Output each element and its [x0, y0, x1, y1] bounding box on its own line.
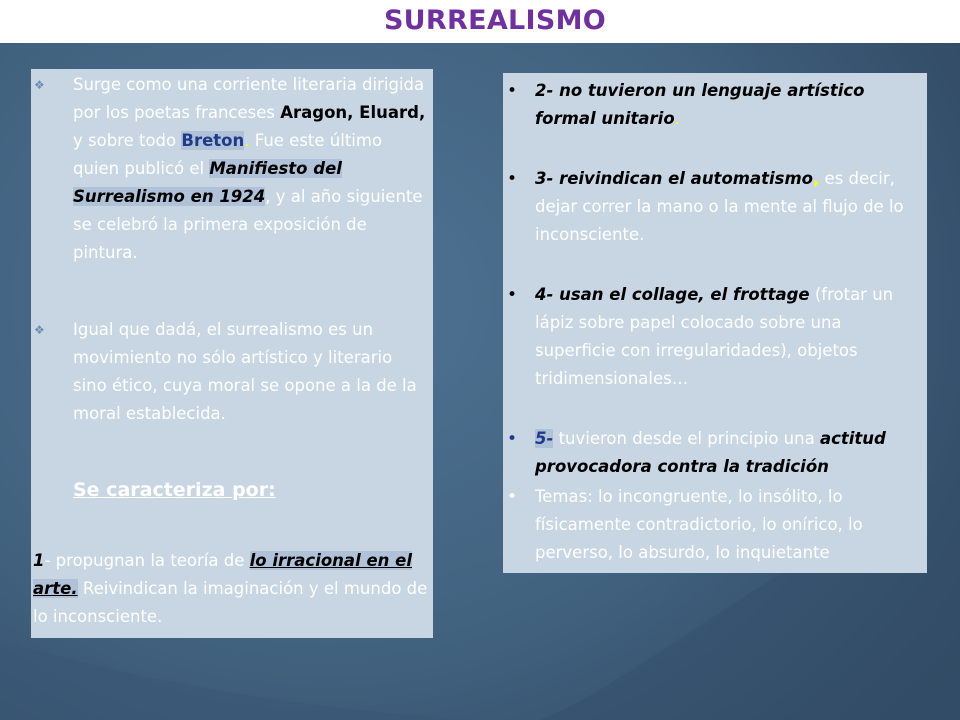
- characteristic-4: [507, 281, 921, 393]
- paragraph-origin: [34, 71, 429, 267]
- characteristic-1: [33, 547, 429, 631]
- diamond-cluster-icon: ❖: [34, 323, 45, 337]
- bullet-dot-icon: •: [507, 487, 518, 507]
- characteristic-1-text: - propugnan la teoría de: [44, 551, 250, 570]
- origin-text-3: Fue este último quien publicó el: [73, 131, 383, 178]
- irrational-phrase: lo irracional en el arte.: [33, 551, 412, 598]
- characteristic-3-text: es decir, dejar correr la mano o la mente al flujo de lo inconsciente.: [535, 169, 904, 244]
- breton-name: Breton: [181, 131, 245, 150]
- themes-text: Temas: lo incongruente, lo insólito, lo físicamente contradictorio, lo onírico, lo perverso, lo absurdo, lo inquietante: [535, 487, 863, 562]
- bullet-dot-icon: •: [507, 285, 518, 305]
- right-text-panel: [503, 73, 927, 573]
- yellow-period: .: [674, 109, 680, 128]
- paragraph-ethics: [34, 316, 429, 428]
- title-bar: [0, 0, 960, 43]
- automatism-phrase: 3- reivindican el automatismo: [535, 169, 814, 188]
- origin-text-2: y sobre todo: [73, 131, 182, 150]
- item-number-5: 5-: [535, 429, 554, 448]
- left-text-panel: [31, 69, 433, 638]
- characteristic-1-rest: Reivindican la imaginación y el mundo de lo inconsciente.: [33, 579, 428, 626]
- characteristic-2: [507, 77, 921, 133]
- origin-text-4: , y al año siguiente se celebró la primera exposición de pintura.: [73, 187, 423, 262]
- diamond-cluster-icon: ❖: [34, 78, 45, 92]
- bullet-dot-icon: •: [507, 169, 518, 189]
- characteristics-heading: Se caracteriza por:: [73, 479, 276, 501]
- bullet-dot-icon: •: [507, 81, 518, 101]
- poets-names: Aragon, Eluard,: [280, 103, 426, 122]
- item-number-1: 1: [33, 551, 45, 570]
- characteristic-4-text: (frotar un lápiz sobre papel colocado sobre una superficie con irregularidades), objetos tridimensionales…: [535, 285, 894, 388]
- slide-title: SURREALISMO: [383, 5, 607, 36]
- ethics-text: Igual que dadá, el surrealismo es un movimiento no sólo artístico y literario sino ético, cuya moral se opone a la de la moral establecida.: [73, 320, 417, 423]
- characteristic-5: [507, 425, 927, 481]
- themes-item: [507, 483, 921, 567]
- characteristic-3: [507, 165, 921, 249]
- provocative-phrase: actitud provocadora contra la tradición: [535, 429, 886, 476]
- characteristic-2-text: 2- no tuvieron un lenguaje artístico formal unitario: [535, 81, 865, 128]
- collage-phrase: 4- usan el collage, el frottage: [535, 285, 810, 304]
- yellow-comma: ,: [813, 169, 820, 188]
- origin-text-1: Surge como una corriente literaria dirigida por los poetas franceses: [73, 75, 425, 122]
- yellow-period: .: [244, 131, 250, 150]
- manifesto-title: Manifiesto del Surrealismo en 1924: [73, 159, 342, 206]
- bullet-dot-icon: •: [507, 429, 518, 449]
- characteristic-5-text: tuvieron desde el principio una: [553, 429, 820, 448]
